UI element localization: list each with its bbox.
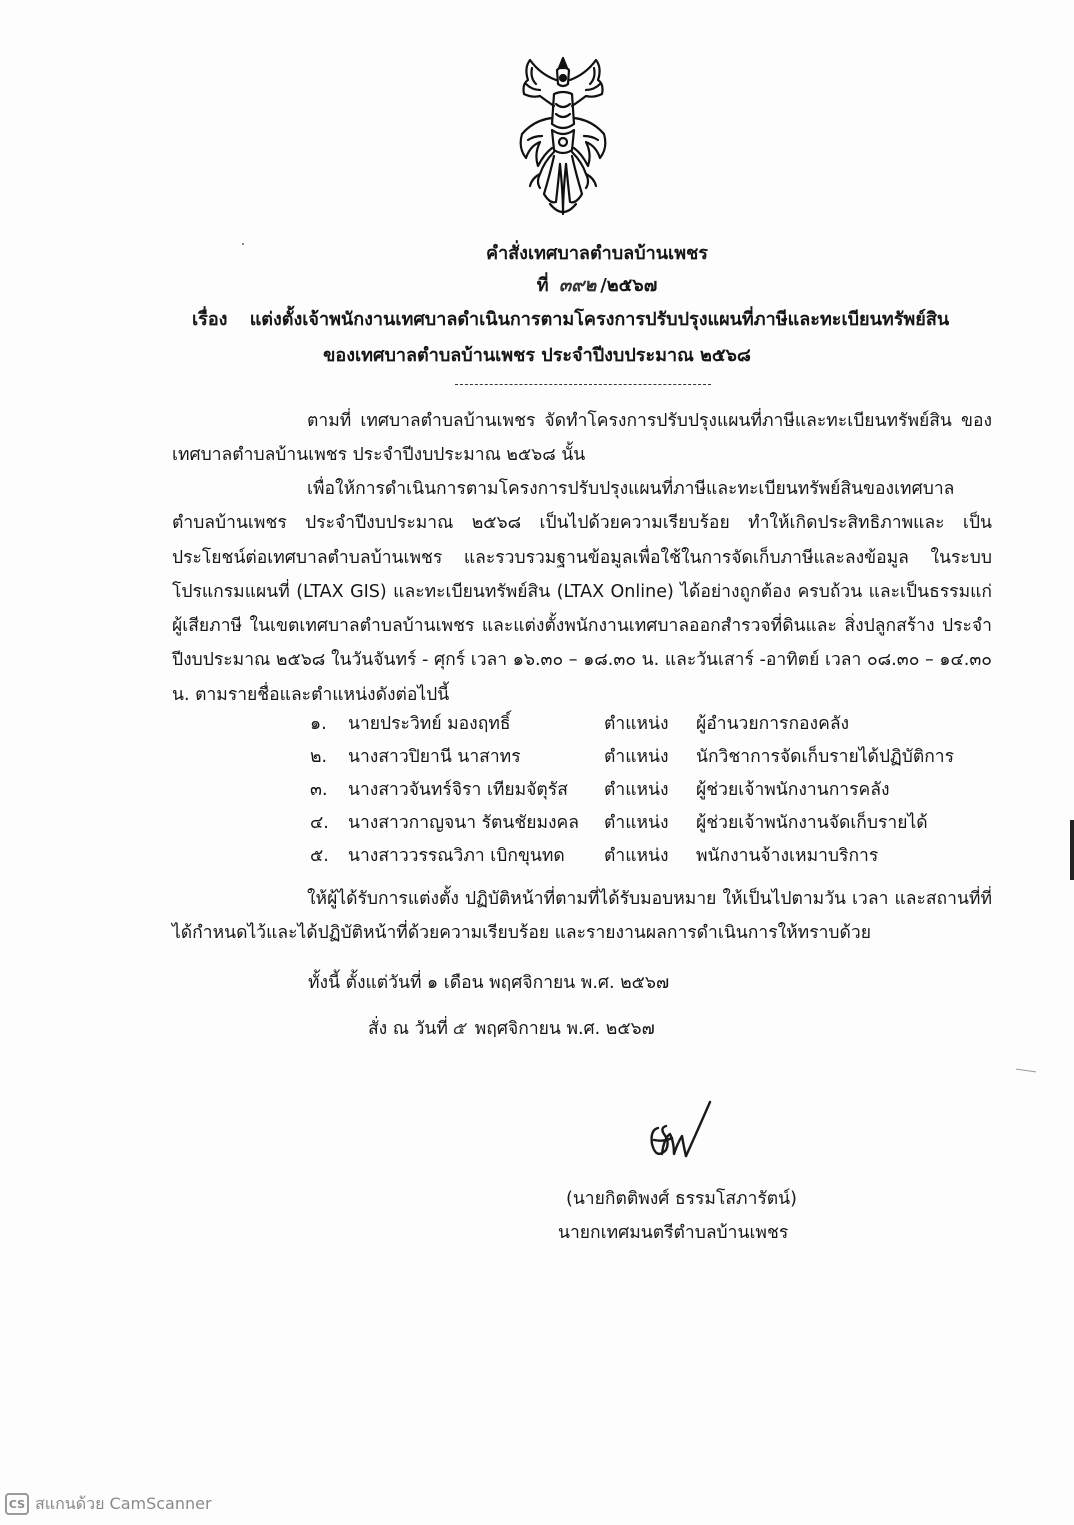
section-divider bbox=[455, 384, 711, 385]
subject-label: เรื่อง bbox=[192, 309, 228, 330]
subject-line-2: ของเทศบาลตำบลบ้านเพชร ประจำปีงบประมาณ ๒๕๖๘ bbox=[323, 345, 751, 366]
list-item-position-label: ตำแหน่ง bbox=[604, 747, 669, 767]
list-item-number: ๒. bbox=[310, 747, 328, 767]
paragraph-intro bbox=[172, 404, 992, 473]
list-item-position-label: ตำแหน่ง bbox=[604, 714, 669, 734]
list-item bbox=[310, 774, 1010, 807]
signer-name: (นายกิตติพงศ์ ธรรมโสภารัตน์) bbox=[566, 1189, 797, 1209]
list-item-name: นางสาวกาญจนา รัตนชัยมงคล bbox=[348, 813, 579, 833]
list-item-position: ผู้อำนวยการกองคลัง bbox=[696, 714, 850, 734]
list-item bbox=[310, 708, 1010, 741]
ordered-date bbox=[368, 1014, 655, 1042]
list-item-position: พนักงานจ้างเหมาบริการ bbox=[696, 846, 879, 866]
paragraph-instruction-text: ให้ผู้ได้รับการแต่งตั้ง ปฏิบัติหน้าที่ตามที่ได้รับมอบหมาย ให้เป็นไปตามวัน เวลา และสถานที่ที่ได้กำหนดไว้และได้ปฏิบัติหน้าที่ด้วยความเรียบร้อย และรายงานผลการดำเนินการให้ทราบด้วย bbox=[172, 889, 992, 944]
signer-title: นายกเทศมนตรีตำบลบ้านเพชร bbox=[558, 1223, 789, 1243]
paragraph-instruction bbox=[172, 882, 992, 951]
ordered-date-suffix: พฤศจิกายน พ.ศ. ๒๕๖๗ bbox=[474, 1019, 655, 1039]
order-number-year: /๒๕๖๗ bbox=[600, 275, 658, 296]
list-item-position-label: ตำแหน่ง bbox=[604, 780, 669, 800]
order-title: คำสั่งเทศบาลตำบลบ้านเพชร bbox=[486, 243, 708, 264]
ordered-date-day: ๕ bbox=[451, 1019, 466, 1039]
garuda-emblem-icon bbox=[510, 54, 616, 220]
paragraph-intro-text: ตามที่ เทศบาลตำบลบ้านเพชร จัดทำโครงการปรับปรุงแผนที่ภาษีและทะเบียนทรัพย์สิน ของเทศบาลตำบลบ้านเพชร ประจำปีงบประมาณ ๒๕๖๘ นั้น bbox=[172, 411, 992, 466]
ordered-date-prefix: สั่ง ณ วันที่ bbox=[368, 1019, 448, 1039]
list-item-number: ๕. bbox=[310, 846, 329, 866]
scan-mark bbox=[1016, 1069, 1036, 1073]
list-item bbox=[310, 807, 1010, 840]
list-item-position: ผู้ช่วยเจ้าพนักงานการคลัง bbox=[696, 780, 890, 800]
order-number bbox=[60, 270, 1074, 300]
appointee-list bbox=[310, 708, 1010, 873]
list-item-number: ๓. bbox=[310, 780, 328, 800]
camscanner-text: สแกนด้วย CamScanner bbox=[35, 1493, 212, 1513]
list-item-name: นางสาววรรณวิภา เบิกขุนทด bbox=[348, 846, 565, 866]
order-number-handwritten: ๓๙๒ bbox=[558, 275, 597, 296]
list-item-position: นักวิชาการจัดเก็บรายได้ปฏิบัติการ bbox=[696, 747, 955, 767]
list-item-name: นางสาวจันทร์จิรา เทียมจัตุรัส bbox=[348, 780, 568, 800]
scan-edge-shadow bbox=[1070, 820, 1074, 880]
paragraph-purpose bbox=[172, 472, 992, 712]
signature-icon bbox=[640, 1098, 730, 1168]
paragraph-purpose-text: เพื่อให้การดำเนินการตามโครงการปรับปรุงแผนที่ภาษีและทะเบียนทรัพย์สินของเทศบาล ตำบลบ้านเพชร ประจำปีงบประมาณ ๒๕๖๘ เป็นไปด้วยความเรียบร้อย ทำให้เกิดประสิทธิภาพและ เป็นประโยชน์ต่อเทศบาลตำบลบ้านเพชร และรวบรวมฐานข้อมูลเพื่อใช้ในการจัดเก็บภาษีและลงข้อมูล ในระบบโปรแกรมแผนที่ (LTAX GIS) และทะเบียนทรัพย์สิน (LTAX Online) ได้อย่างถูกต้อง ครบถ้วน และเป็นธรรมแก่ผู้เสียภาษี ในเขตเทศบาลตำบลบ้านเพชร และแต่งตั้งพนักงานเทศบาลออกสำรวจที่ดินและ สิ่งปลูกสร้าง ประจำปีงบประมาณ ๒๕๖๘ ในวันจันทร์ - ศุกร์ เวลา ๑๖.๓๐ – ๑๘.๓๐ น. และวันเสาร์ -อาทิตย์ เวลา ๐๘.๓๐ – ๑๔.๓๐ น. ตามรายชื่อและตำแหน่งดังต่อไปนี้ bbox=[172, 479, 992, 705]
order-number-prefix: ที่ bbox=[536, 275, 549, 296]
list-item-name: นายประวิทย์ มองฤทธิ์ bbox=[348, 714, 511, 734]
list-item-position-label: ตำแหน่ง bbox=[604, 813, 669, 833]
list-item-position: ผู้ช่วยเจ้าพนักงานจัดเก็บรายได้ bbox=[696, 813, 928, 833]
list-item-number: ๑. bbox=[310, 714, 327, 734]
effective-date: ทั้งนี้ ตั้งแต่วันที่ ๑ เดือน พฤศจิกายน พ.ศ. ๒๕๖๗ bbox=[308, 973, 670, 993]
subject-text-1: แต่งตั้งเจ้าพนักงานเทศบาลดำเนินการตามโครงการปรับปรุงแผนที่ภาษีและทะเบียนทรัพย์สิน bbox=[249, 309, 950, 330]
list-item-number: ๔. bbox=[310, 813, 329, 833]
camscanner-watermark bbox=[5, 1492, 212, 1516]
list-item-name: นางสาวปิยานี นาสาทร bbox=[348, 747, 521, 767]
subject-line-1 bbox=[192, 304, 1012, 333]
camscanner-logo-icon: CS bbox=[5, 1493, 29, 1515]
list-item-position-label: ตำแหน่ง bbox=[604, 846, 669, 866]
list-item bbox=[310, 840, 1010, 873]
list-item bbox=[310, 741, 1010, 774]
